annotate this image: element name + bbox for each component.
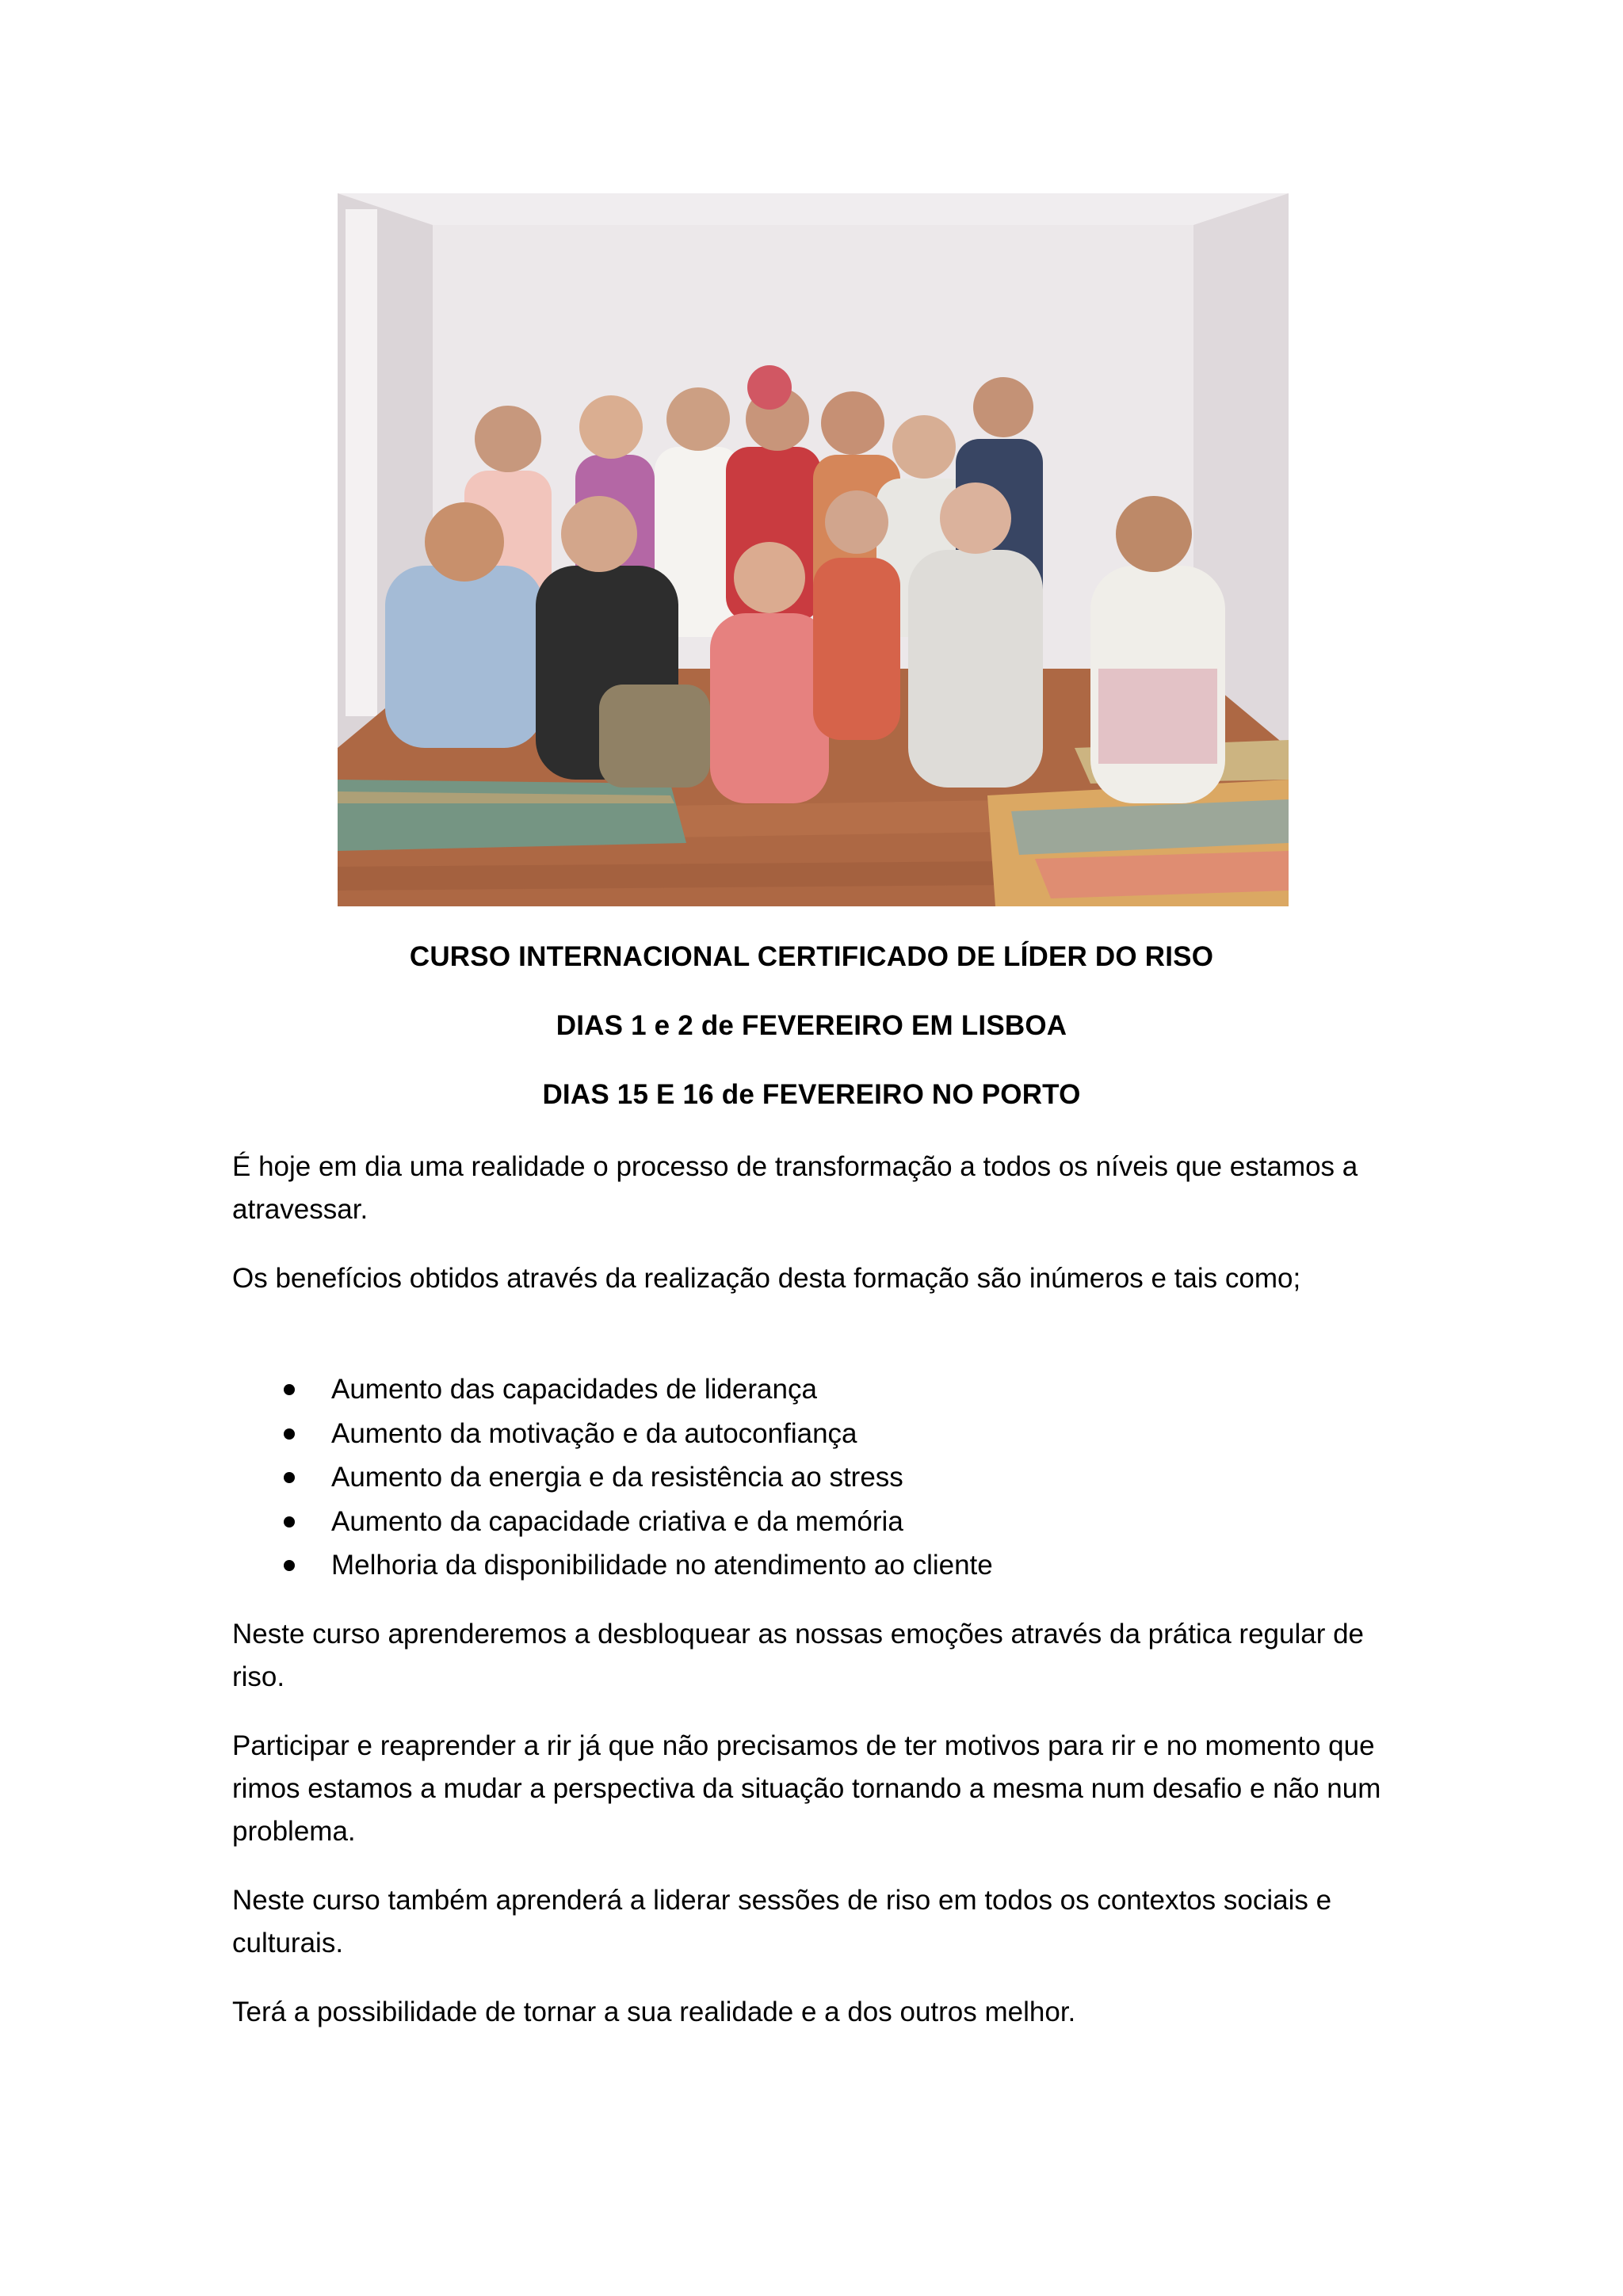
list-item-text: Aumento da motivação e da autoconfiança [331, 1417, 857, 1449]
benefits-list [277, 1367, 1387, 1588]
group-photo-illustration [338, 193, 1289, 906]
list-item [277, 1455, 1387, 1500]
course-title: CURSO INTERNACIONAL CERTIFICADO DE LÍDER DO RISO [409, 941, 1214, 972]
bullet-icon [284, 1384, 295, 1395]
list-item [277, 1543, 1387, 1588]
list-item [277, 1367, 1387, 1412]
list-item [277, 1500, 1387, 1544]
bullet-icon [284, 1472, 295, 1483]
group-photo [338, 193, 1289, 906]
bullet-icon [284, 1516, 295, 1527]
emotions-paragraph: Neste curso aprenderemos a desbloquear as nossas emoções através da prática regular de riso. [232, 1619, 1365, 1692]
leadership-paragraph: Neste curso também aprenderá a liderar sessões de riso em todos os contextos sociais e culturais. [232, 1885, 1332, 1958]
list-item-text: Aumento da capacidade criativa e da memória [331, 1505, 903, 1537]
bullet-icon [284, 1560, 295, 1571]
list-item-text: Aumento das capacidades de liderança [331, 1374, 817, 1405]
bullet-icon [284, 1428, 295, 1440]
porto-dates: DIAS 15 E 16 de FEVEREIRO NO PORTO [542, 1079, 1081, 1110]
list-item-text: Melhoria da disponibilidade no atendimento ao cliente [331, 1550, 993, 1581]
participate-paragraph: Participar e reaprender a rir já que não precisamos de ter motivos para rir e no momento que rimos estamos a mudar a perspectiva da situação tornando a mesma num desafio e não num problema. [232, 1730, 1381, 1847]
closing-paragraph: Terá a possibilidade de tornar a sua realidade e a dos outros melhor. [232, 1997, 1076, 2027]
lisbon-dates: DIAS 1 e 2 de FEVEREIRO EM LISBOA [556, 1010, 1067, 1041]
intro-paragraph: É hoje em dia uma realidade o processo de transformação a todos os níveis que estamos a atravessar. [232, 1151, 1358, 1225]
benefits-intro-paragraph: Os benefícios obtidos através da realização desta formação são inúmeros e tais como; [232, 1263, 1301, 1294]
list-item [277, 1412, 1387, 1456]
list-item-text: Aumento da energia e da resistência ao stress [331, 1462, 903, 1493]
